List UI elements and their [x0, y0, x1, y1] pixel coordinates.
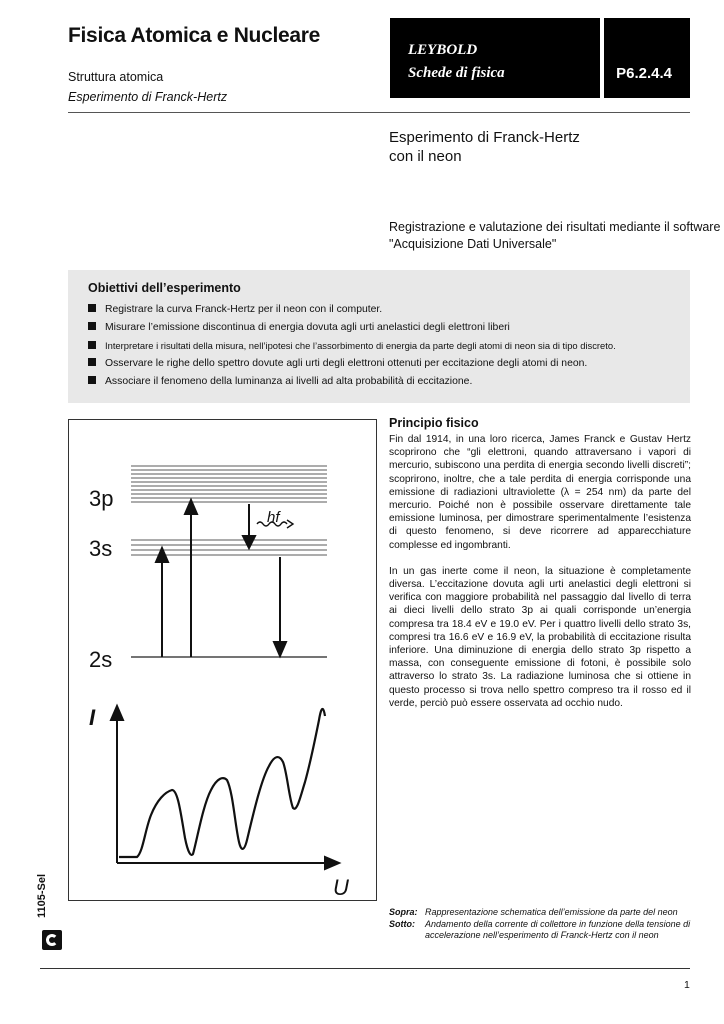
experiment-subtitle: Esperimento di Franck-Hertz	[68, 90, 228, 104]
bullet-icon	[88, 341, 96, 349]
objectives-box	[68, 270, 690, 403]
principio-paragraph-1: Fin dal 1914, in una loro ricerca, James Franck e Gustav Hertz scoprirono che “gli elettroni, quando attraversano i vapori di mercurio, subiscono una perdita di energia secondo livelli discreti”; scoprirono, inoltre, che a tale perdita di energia corrisponde una emissione di radiazioni ultraviolette (λ = 254 nm) da parte del mercurio. Poiché non è possibile osservare direttamente tale emissione luminosa, per dimostrare sperimentalmente l’esistenza di questo fenomeno, si deve ricorrere ad apparecchiature complesse ed ingombranti.	[389, 434, 691, 551]
level-3p-lines	[131, 466, 327, 502]
principio-paragraph-2: In un gas inerte come il neon, la situazione è completamente diversa. L’eccitazione dovuta agli urti anelastici degli elettroni si verifica con maggiore probabilità nel passaggio dal livello di terra ai dieci livelli dello strato 3p ai quali corrisponde un’energia compresa tra 18.4 eV e 19.0 eV. Per i quattro livelli dello strato 3s, compresi tra 16.6 eV e 16.9 eV, la probabilità di eccitazione risulta inferiore. Una diminuzione di energia dello strato 3p rispetto a massa, con conseguente emissione di fotoni, è possibile solo attraverso lo strato 3s. La radiazione luminosa che si ottiene in questo processo si trova nello spettro compreso tra il rosso ed il verde, perciò può essere osservata ad occhio nudo.	[389, 565, 691, 709]
level-3p-label: 3p	[89, 486, 114, 511]
caption-text: Rappresentazione schematica dell’emissione da parte del neon	[425, 907, 678, 917]
leybold-header-box	[390, 18, 690, 98]
side-code	[36, 862, 72, 932]
header-divider	[600, 18, 604, 98]
caption-sotto	[389, 919, 693, 942]
sheet-code: P6.2.4.4	[616, 65, 672, 82]
excitation-arrows	[156, 500, 197, 657]
figure-illustration	[69, 420, 376, 900]
y-axis-label: I	[89, 705, 96, 730]
page-number: 1	[684, 979, 690, 991]
objective-text: Registrare la curva Franck-Hertz per il neon con il computer.	[105, 304, 383, 315]
bullet-icon	[88, 376, 96, 384]
caption-label: Sotto:	[389, 918, 415, 929]
graph-axes	[111, 706, 339, 869]
photon-label: hf	[267, 509, 280, 526]
caption-label: Sopra:	[389, 907, 418, 917]
brand-name: LEYBOLD	[408, 42, 478, 58]
registration-line1: Registrazione e valutazione dei risultati mediante il software	[389, 220, 721, 234]
figure-captions	[389, 907, 693, 942]
list-item	[88, 304, 616, 322]
list-item	[88, 322, 616, 340]
registration-line2: "Acquisizione Dati Universale"	[389, 237, 557, 251]
objectives-list	[88, 304, 616, 394]
objective-text: Interpretare i risultati della misura, nell’ipotesi che l’assorbimento di energia da parte degli atomi di neon sia di tipo discreto.	[105, 340, 616, 351]
footer-rule	[40, 968, 690, 969]
experiment-title-line2: con il neon	[389, 148, 462, 165]
brand-subtitle: Schede di fisica	[408, 65, 505, 81]
list-item	[88, 358, 616, 376]
bullet-icon	[88, 358, 96, 366]
objective-text: Osservare le righe dello spettro dovute agli urti degli elettroni ottenuti per eccitazione degli atomi di neon.	[105, 358, 588, 369]
section-subtitle: Struttura atomica	[68, 70, 164, 84]
leybold-logo-icon	[42, 930, 62, 950]
header-rule	[68, 112, 690, 113]
list-item	[88, 340, 616, 358]
emission-arrows	[243, 504, 286, 656]
experiment-title-line1: Esperimento di Franck-Hertz	[389, 129, 580, 146]
x-axis-label: U	[333, 875, 349, 900]
bullet-icon	[88, 322, 96, 330]
franck-hertz-curve	[119, 709, 325, 857]
side-code-text: 1105-Sel	[36, 873, 49, 919]
caption-sopra	[389, 907, 693, 919]
bullet-icon	[88, 304, 96, 312]
principio-title: Principio fisico	[389, 416, 479, 430]
objective-text: Misurare l’emissione discontinua di energia dovuta agli urti anelastici degli elettroni liberi	[105, 322, 510, 333]
level-3s-label: 3s	[89, 536, 113, 561]
objectives-title: Obiettivi dell’esperimento	[88, 281, 241, 295]
list-item	[88, 376, 616, 394]
figure-frame	[68, 419, 377, 901]
objective-text: Associare il fenomeno della luminanza ai livelli ad alta probabilità di eccitazione.	[105, 376, 473, 387]
level-2s-label: 2s	[89, 647, 113, 672]
caption-text: Andamento della corrente di collettore in funzione della tensione di accelerazione nell’esperimento di Franck-Hertz con il neon	[425, 918, 691, 940]
page-title: Fisica Atomica e Nucleare	[68, 24, 321, 47]
principio-body	[389, 433, 691, 723]
